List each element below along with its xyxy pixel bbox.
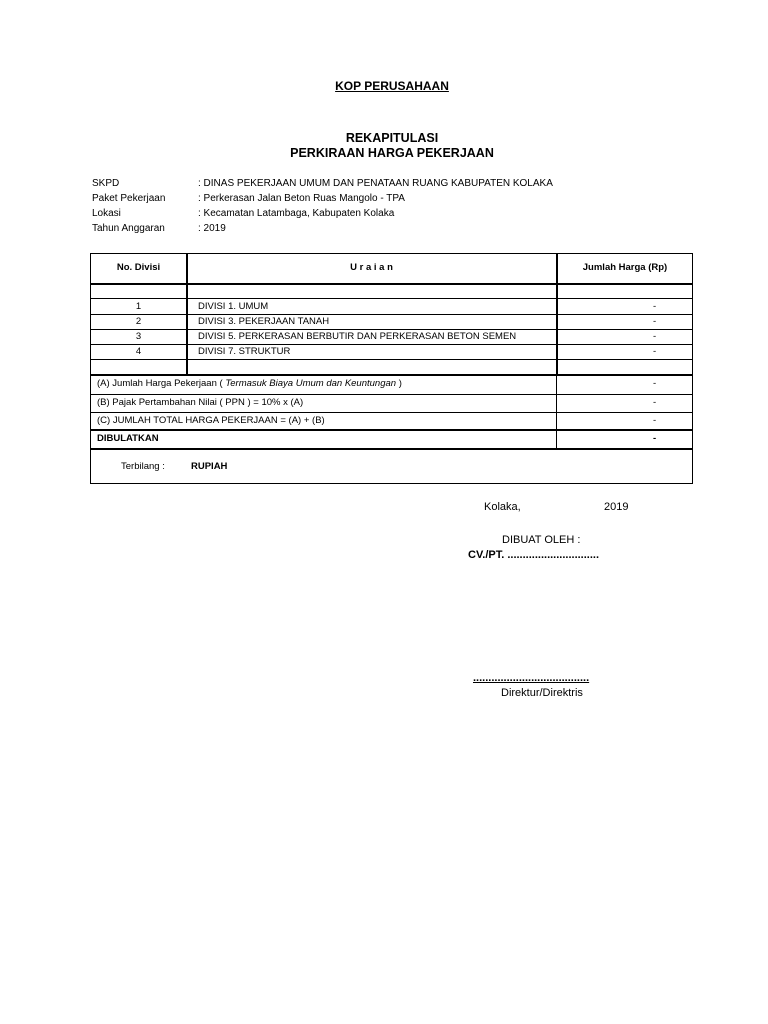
row-divider: [91, 359, 692, 360]
signer-title: Direktur/Direktris: [501, 687, 583, 699]
dibulatkan-label: DIBULATKAN: [97, 433, 159, 444]
row-divider: [91, 329, 692, 330]
row-divider: [91, 448, 692, 450]
row-2-jumlah: -: [653, 316, 657, 327]
terbilang-value: RUPIAH: [191, 461, 228, 472]
info-value: : Perkerasan Jalan Beton Ruas Mangolo - TPA: [198, 193, 405, 204]
row-divider: [91, 374, 692, 376]
col-divider: [556, 374, 557, 448]
summary-c-value: -: [653, 415, 657, 426]
info-value: : DINAS PEKERJAAN UMUM DAN PENATAAN RUANG KABUPATEN KOLAKA: [198, 178, 553, 189]
row-4-jumlah: -: [653, 346, 657, 357]
header-uraian: U r a i a n: [350, 262, 393, 273]
signature-line: ......................................: [473, 672, 590, 684]
dibulatkan-value: -: [653, 433, 657, 444]
row-4-uraian: DIVISI 7. STRUKTUR: [198, 346, 291, 357]
info-value: : 2019: [198, 223, 226, 234]
row-3-uraian: DIVISI 5. PERKERASAN BERBUTIR DAN PERKERASAN BETON SEMEN: [198, 331, 517, 342]
row-1-no: 1: [135, 301, 142, 312]
row-1-uraian: DIVISI 1. UMUM: [198, 301, 269, 312]
row-2-uraian: DIVISI 3. PEKERJAAN TANAH: [198, 316, 330, 327]
info-label: SKPD: [92, 178, 120, 189]
row-divider: [91, 283, 692, 285]
rekap-table: [90, 253, 693, 484]
row-3-no: 3: [135, 331, 142, 342]
row-divider: [91, 344, 692, 345]
summary-b-label: (B) Pajak Pertambahan Nilai ( PPN ) = 10% x (A): [97, 397, 304, 408]
info-value: : Kecamatan Latambaga, Kabupaten Kolaka: [198, 208, 395, 219]
document-title: REKAPITULASI: [345, 131, 439, 145]
document-subtitle: PERKIRAAN HARGA PEKERJAAN: [290, 146, 494, 160]
summary-b-value: -: [653, 397, 657, 408]
signature-place: Kolaka,: [484, 501, 521, 513]
row-4-no: 4: [135, 346, 142, 357]
row-divider: [91, 429, 692, 431]
summary-a-label: [97, 378, 402, 390]
summary-a-suffix: ): [396, 378, 402, 389]
info-label: Lokasi: [92, 208, 121, 219]
row-3-jumlah: -: [653, 331, 657, 342]
info-label: Tahun Anggaran: [92, 223, 165, 234]
row-2-no: 2: [135, 316, 142, 327]
header-jumlah-harga: Jumlah Harga (Rp): [582, 262, 668, 273]
summary-a-prefix: (A) Jumlah Harga Pekerjaan (: [97, 378, 226, 389]
dibuat-oleh-label: DIBUAT OLEH :: [502, 534, 581, 546]
kop-perusahaan-heading: KOP PERUSAHAAN: [335, 79, 449, 93]
header-no-divisi: No. Divisi: [116, 262, 161, 273]
row-divider: [91, 412, 692, 413]
row-divider: [91, 298, 692, 299]
signature-year: 2019: [604, 501, 629, 513]
company-name: CV./PT. ..............................: [468, 549, 600, 561]
info-label: Paket Pekerjaan: [92, 193, 166, 204]
summary-a-value: -: [653, 378, 657, 389]
row-divider: [91, 314, 692, 315]
terbilang-label: Terbilang :: [121, 461, 165, 472]
row-1-jumlah: -: [653, 301, 657, 312]
summary-c-label: (C) JUMLAH TOTAL HARGA PEKERJAAN = (A) + (B): [97, 415, 325, 426]
row-divider: [91, 394, 692, 395]
summary-a-italic: Termasuk Biaya Umum dan Keuntungan: [225, 378, 397, 389]
